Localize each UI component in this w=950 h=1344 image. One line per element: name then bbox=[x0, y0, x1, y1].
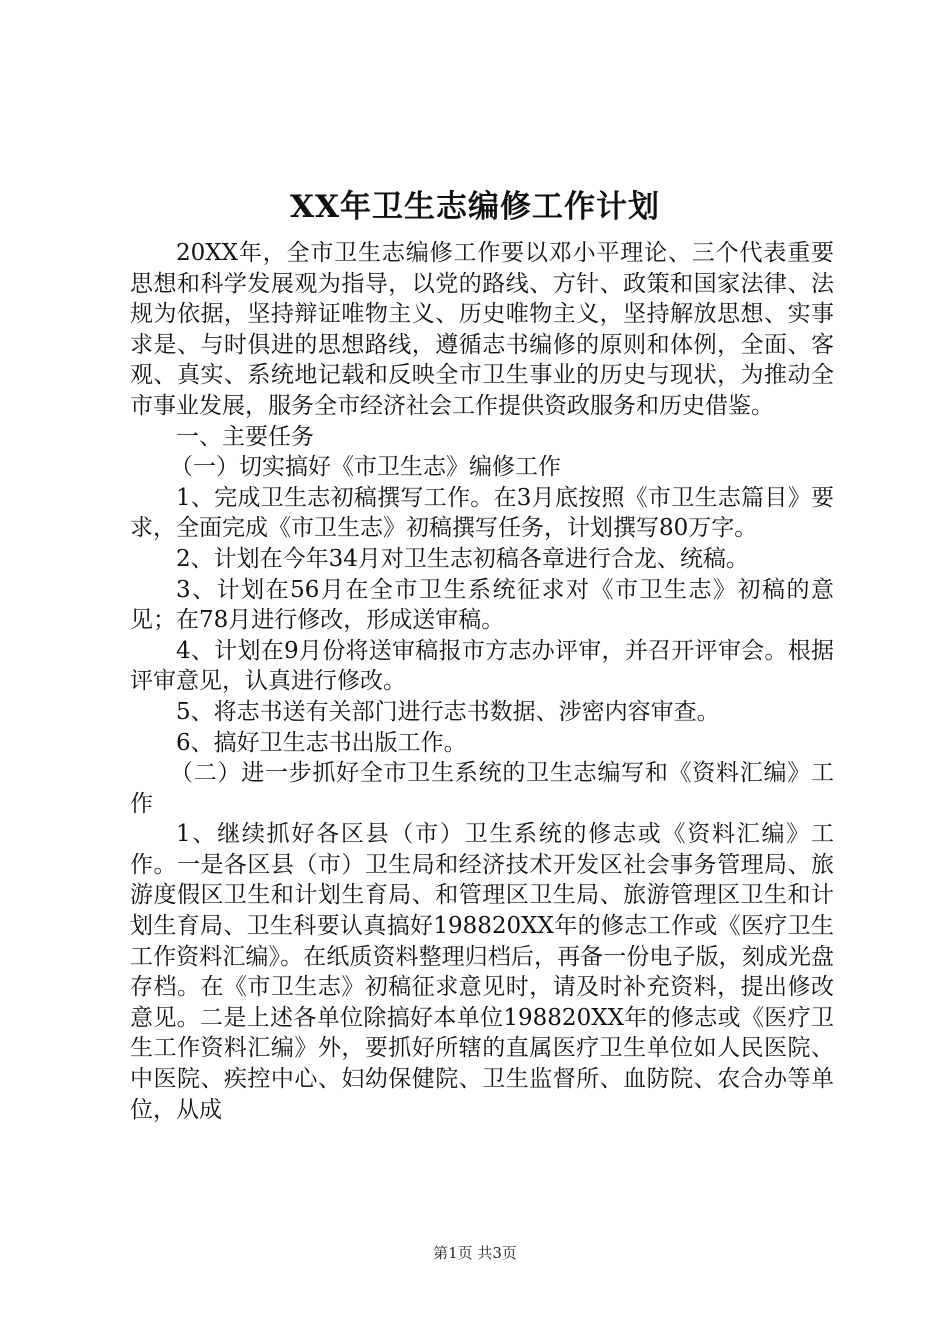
subsection-heading-1: （一）切实搞好《市卫生志》编修工作 bbox=[170, 454, 561, 481]
list-item: 3、计划在56月在全市卫生系统征求对《市卫生志》初稿的意见；在78月进行修改，形成送审稿。 bbox=[130, 576, 834, 634]
list-item: 5、将志书送有关部门进行志书数据、涉密内容审查。 bbox=[176, 698, 720, 725]
list-item: 1、继续抓好各区县（市）卫生系统的修志或《资料汇编》工作。一是各区县（市）卫生局和经济技术开发区社会事务管理局、旅游度假区卫生和计划生育局、和管理区卫生局、旅游管理区卫生和计划生育局、卫生科要认真搞好198820XX年的修志工作或《医疗卫生工作资料汇编》。在纸质资料整理归档后，再备一份电子版，刻成光盘存档。在《市卫生志》初稿征求意见时，请及时补充资料，提出修改意见。二是上述各单位除搞好本单位198820XX年的修志或《医疗卫生工作资料汇编》外，要抓好所辖的直属医疗卫生单位如人民医院、中医院、疾控中心、妇幼保健院、卫生监督所、血防院、农合办等单位，从成 bbox=[130, 821, 834, 1123]
page-footer: 第1页 共3页 bbox=[433, 1244, 517, 1262]
section-heading-main-tasks: 一、主要任务 bbox=[176, 423, 314, 450]
list-item: 2、计划在今年34月对卫生志初稿各章进行合龙、统稿。 bbox=[176, 545, 749, 572]
subsection-heading-2: （二）进一步抓好全市卫生系统的卫生志编写和《资料汇编》工作 bbox=[130, 760, 834, 817]
list-item: 1、完成卫生志初稿撰写工作。在3月底按照《市卫生志篇目》要求，全面完成《市卫生志》初稿撰写任务，计划撰写80万字。 bbox=[130, 484, 834, 542]
intro-paragraph: 20XX年，全市卫生志编修工作要以邓小平理论、三个代表重要思想和科学发展观为指导，以党的路线、方针、政策和国家法律、法规为依据，坚持辩证唯物主义、历史唯物主义，坚持解放思想、实事求是、与时俱进的思想路线，遵循志书编修的原则和体例，全面、客观、真实、系统地记载和反映全市卫生事业的历史与现状，为推动全市事业发展，服务全市经济社会工作提供资政服务和历史借鉴。 bbox=[130, 240, 834, 419]
list-item: 4、计划在9月份将送审稿报市方志办评审，并召开评审会。根据评审意见，认真进行修改。 bbox=[130, 637, 834, 695]
list-item: 6、搞好卫生志书出版工作。 bbox=[176, 729, 467, 756]
document-title: XX年卫生志编修工作计划 bbox=[289, 189, 661, 225]
document-body bbox=[130, 238, 834, 1125]
